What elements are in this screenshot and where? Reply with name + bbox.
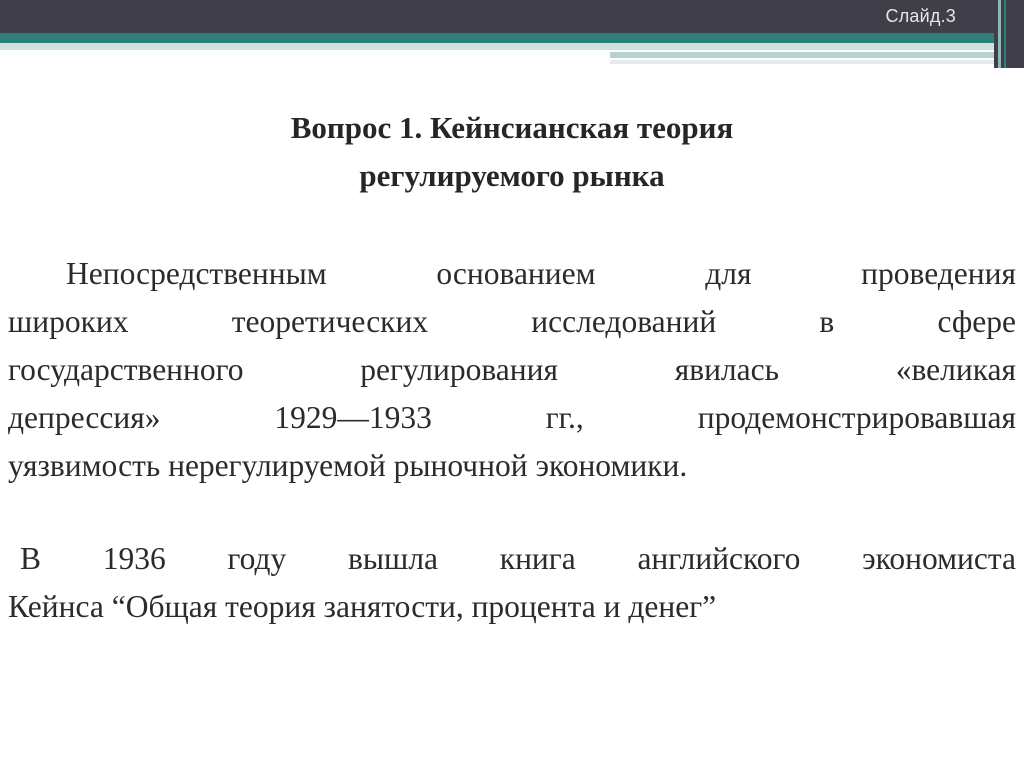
- slide-title-line-2: регулируемого рынка: [359, 158, 665, 193]
- paragraph-line: Непосредственным основанием для проведения: [66, 256, 1016, 291]
- paragraph-line: уязвимость нерегулируемой рыночной экономики.: [8, 448, 688, 483]
- slide-title: [100, 104, 924, 200]
- slide-title-line-1: Вопрос 1. Кейнсианская теория: [290, 110, 734, 145]
- paragraph-line: широких теоретических исследований в сфере: [8, 304, 1016, 339]
- paragraph-line: В 1936 году вышла книга английского экономиста: [20, 541, 1016, 576]
- slide-number-label: Слайд.3: [885, 6, 956, 26]
- header-stripe-thin: [610, 60, 1000, 64]
- header-band-teal: [0, 33, 1024, 43]
- paragraph-keynes-book: [8, 535, 1016, 631]
- header-band-dark: [0, 0, 1024, 33]
- header-stripe-accent: [610, 52, 1000, 58]
- header-stripe-light: [0, 43, 1000, 50]
- paragraph-great-depression: [8, 250, 1016, 490]
- header-corner-block: [994, 0, 1024, 68]
- paragraph-line: депрессия» 1929—1933 гг., продемонстрировавшая: [8, 400, 1016, 435]
- paragraph-line: государственного регулирования явилась «великая: [8, 352, 1016, 387]
- paragraph-line: Кейнса “Общая теория занятости, процента и денег”: [8, 589, 717, 624]
